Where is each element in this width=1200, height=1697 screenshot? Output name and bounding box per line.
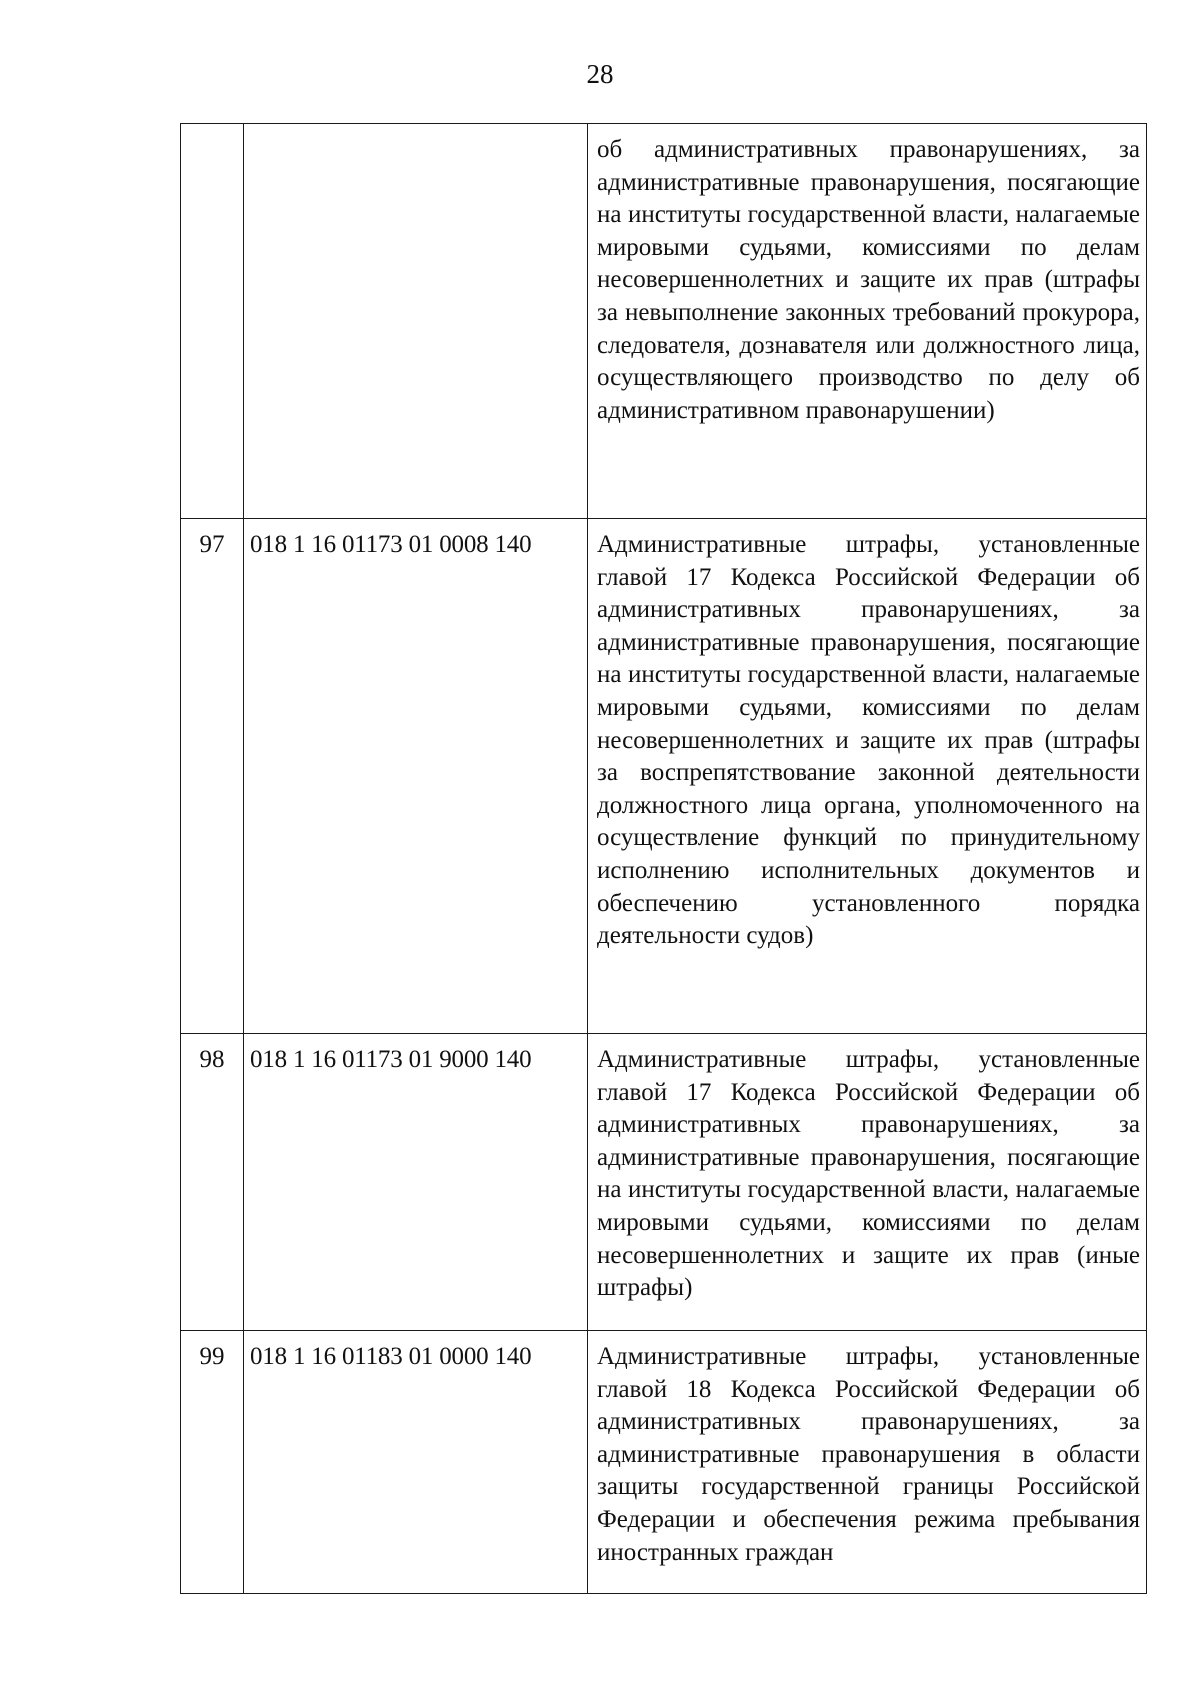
table-row xyxy=(181,124,1147,519)
table-row xyxy=(181,1331,1147,1594)
row-number: 98 xyxy=(181,1034,244,1331)
row-description: об административных правонарушениях, за административные правонарушения, посягающие на институты государственной власти, налагаемые мировыми судьями, комиссиями по делам несовершеннолетних и защите их прав (штрафы за невыполнение законных требований прокурора, следователя, дознавателя или должностного лица, осуществляющего производство по делу об административном правонарушении) xyxy=(597,136,1140,424)
budget-code: 018 1 16 01173 01 9000 140 xyxy=(244,1034,588,1331)
table-row xyxy=(181,1034,1147,1331)
row-description: Административные штрафы, установленные главой 18 Кодекса Российской Федерации об административных правонарушениях, за административные правонарушения в области защиты государственной границы Российской Федерации и обеспечения режима пребывания иностранных граждан xyxy=(597,1343,1140,1566)
page-number: 28 xyxy=(586,59,614,89)
budget-code: 018 1 16 01173 01 0008 140 xyxy=(244,519,588,1034)
codes-table xyxy=(180,123,1147,1594)
row-number xyxy=(181,124,244,519)
row-number: 97 xyxy=(181,519,244,1034)
row-description-cell xyxy=(588,1331,1147,1594)
row-description: Административные штрафы, установленные главой 17 Кодекса Российской Федерации об административных правонарушениях, за административные правонарушения, посягающие на институты государственной власти, налагаемые мировыми судьями, комиссиями по делам несовершеннолетних и защите их прав (иные штрафы) xyxy=(597,1046,1140,1302)
row-description-cell xyxy=(588,124,1147,519)
row-description: Административные штрафы, установленные главой 17 Кодекса Российской Федерации об административных правонарушениях, за административные правонарушения, посягающие на институты государственной власти, налагаемые мировыми судьями, комиссиями по делам несовершеннолетних и защите их прав (штрафы за воспрепятствование законной деятельности должностного лица органа, уполномоченного на осуществление функций по принудительному исполнению исполнительных документов и обеспечению установленного порядка деятельности судов) xyxy=(597,531,1140,950)
row-description-cell xyxy=(588,1034,1147,1331)
row-number: 99 xyxy=(181,1331,244,1594)
row-description-cell xyxy=(588,519,1147,1034)
budget-code xyxy=(244,124,588,519)
table-row xyxy=(181,519,1147,1034)
budget-code: 018 1 16 01183 01 0000 140 xyxy=(244,1331,588,1594)
